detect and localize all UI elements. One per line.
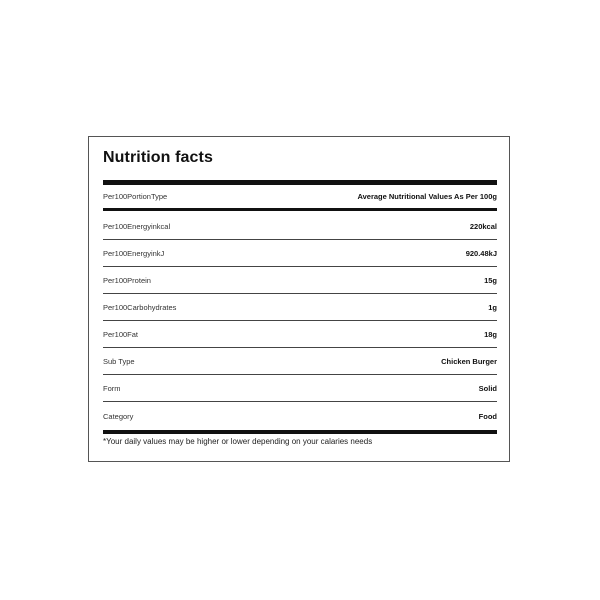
- footer-divider: [103, 430, 497, 434]
- nutrition-row-form: [103, 376, 497, 402]
- nutrition-facts-panel: [88, 136, 510, 462]
- row-label: Sub Type: [103, 357, 135, 366]
- row-value: 220kcal: [469, 222, 497, 231]
- nutrition-row-energy-kj: [103, 241, 497, 267]
- nutrition-row-carbohydrates: [103, 295, 497, 321]
- row-value: 920.48kJ: [465, 249, 497, 258]
- row-value: Solid: [478, 384, 497, 393]
- row-value: Food: [478, 411, 497, 421]
- row-value: 15g: [484, 276, 497, 285]
- nutrition-row-category: [103, 403, 497, 429]
- nutrition-title: Nutrition facts: [103, 149, 213, 166]
- nutrition-row-energy-kcal: [103, 214, 497, 240]
- row-label: Per100EnergyinkJ: [103, 249, 165, 258]
- row-value: Chicken Burger: [441, 357, 497, 366]
- row-label: Per100Fat: [103, 330, 139, 339]
- row-label: Per100Carbohydrates: [103, 303, 177, 312]
- nutrition-row-sub-type: [103, 349, 497, 375]
- row-label: Per100Protein: [103, 276, 151, 285]
- row-label: Form: [103, 384, 121, 393]
- nutrition-row-portion-type: [103, 185, 497, 211]
- nutrition-row-fat: [103, 322, 497, 348]
- daily-values-footnote: *Your daily values may be higher or lower depending on your calaries needs: [103, 437, 373, 446]
- row-label: Per100Energyinkcal: [103, 222, 171, 231]
- row-value: 18g: [484, 330, 497, 339]
- row-label: Category: [103, 411, 134, 421]
- nutrition-row-protein: [103, 268, 497, 294]
- row-value: Average Nutritional Values As Per 100g: [357, 192, 497, 201]
- row-label: Per100PortionType: [103, 192, 168, 201]
- row-value: 1g: [488, 303, 497, 312]
